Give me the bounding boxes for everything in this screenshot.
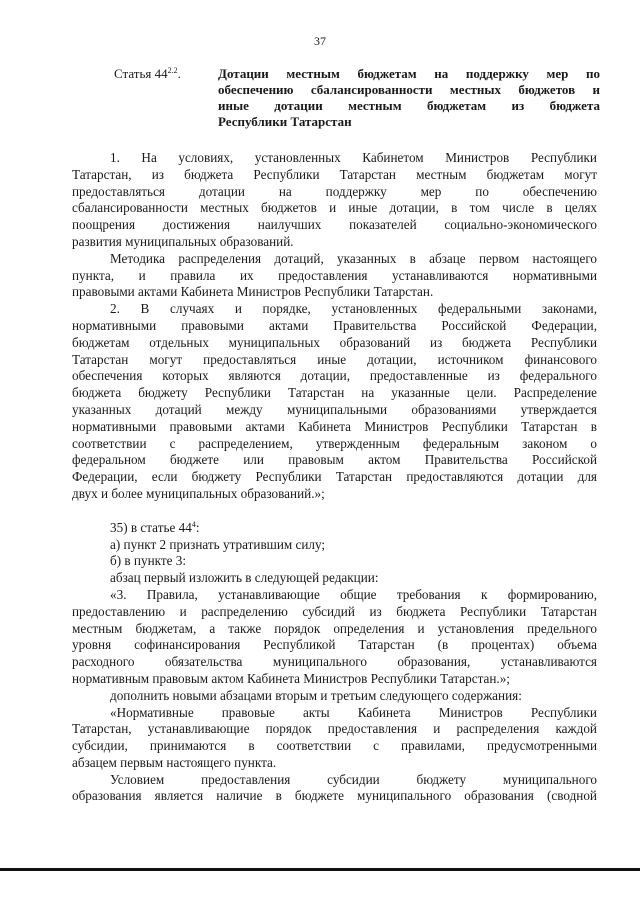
article-title [218, 66, 600, 130]
text-line: двух и более муниципальных образований.»; [72, 485, 325, 501]
text-line: Условием предоставления субсидии бюджету муниципального [110, 771, 597, 787]
text-line: образования является наличие в бюджете муниципального образования (сводной [72, 788, 597, 804]
article-label: Статья $44^{2.2}$. [114, 66, 181, 81]
text-line: «3. Правила, устанавливающие общие требования к формированию, [110, 586, 597, 602]
page-number: 37 [314, 34, 326, 48]
text-line: уровня софинансирования Республикой Татарстан (в процентах) объема [72, 637, 597, 653]
text-line: обеспечения которых являются дотации, предоставленные из федерального [72, 368, 597, 384]
text-line: субсидии, принимаются в соответствии с правилами, предусмотренными [72, 738, 597, 754]
text-line: правовыми актами Кабинета Министров Республики Татарстан. [72, 284, 434, 300]
text-line: Федерации, если бюджету Республики Татарстан предоставляются дотации для [72, 469, 597, 485]
text-line: Татарстан, из бюджета Республики Татарстан местным бюджетам могут [72, 166, 597, 182]
text-line: дополнить новыми абзацами вторым и третьим следующего содержания: [110, 687, 522, 703]
article-title-line: обеспечению сбалансированности местных бюджетов и [218, 82, 600, 97]
text-line: предоставлению и распределению субсидий из бюджета Республики Татарстан [72, 603, 597, 619]
text-line: сбалансированности местных бюджетов и иные дотации, в том числе в целях [72, 200, 597, 216]
paragraph-gap [72, 503, 597, 520]
article-title-line: иные дотации местным бюджетам из бюджета [218, 98, 600, 113]
text-line: Татарстан могут предоставляться иные дотации, источником финансового [72, 351, 597, 367]
body-text [72, 150, 597, 805]
text-line: расходного обязательства муниципального образования, устанавливаются [72, 654, 597, 670]
text-line: Методика распределения дотаций, указанных в абзаце первом настоящего [110, 250, 597, 266]
text-line: указанных дотаций между муниципальными образованиями утверждается [72, 401, 597, 417]
text-line: федеральном бюджете или правовым актом Правительства Российской [72, 452, 597, 468]
text-line: Татарстан, устанавливающие порядок предоставления и распределения каждой [72, 721, 597, 737]
text-line: пункта, и правила их предоставления устанавливаются нормативными [72, 267, 597, 283]
text-line: поощрения достижения наилучших показателей социально-экономического [72, 217, 597, 233]
bottom-rule [0, 868, 640, 871]
text-line: 1. На условиях, установленных Кабинетом Министров Республики [110, 150, 597, 165]
text-line: «Нормативные правовые акты Кабинета Министров Республики [110, 704, 597, 720]
text-line: нормативными правовыми актами Правительства Российской Федерации, [72, 317, 597, 333]
text-line: развития муниципальных образований. [72, 233, 294, 249]
text-line: нормативными правовыми актами Кабинета Министров Республики Татарстан в [72, 418, 597, 434]
text-line: абзацем первым настоящего пункта. [72, 754, 277, 770]
text-line: соответствии с распределением, утвержденным федеральным законом о [72, 435, 597, 451]
article-title-line: Республики Татарстан [218, 114, 352, 129]
text-line: бюджетам отдельных муниципальных образований из бюджета Республики [72, 334, 597, 350]
text-line: нормативным правовым актом Кабинета Министров Республики Татарстан.»; [72, 670, 510, 686]
text-line: 35) в статье $44^4$: [110, 519, 200, 535]
text-line: бюджета бюджету Республики Татарстан на указанные цели. Распределение [72, 385, 597, 401]
text-line: б) в пункте 3: [110, 553, 187, 569]
superscript: 4 [191, 519, 196, 529]
article-label-sup: 2.2 [167, 66, 178, 75]
text-line: предоставляться дотации на поддержку мер по обеспечению [72, 183, 597, 199]
article-title-line: Дотации местным бюджетам на поддержку мер по [218, 66, 600, 81]
text-line: абзац первый изложить в следующей редакции: [110, 570, 379, 586]
text-line: 2. В случаях и порядке, установленных федеральными законами, [110, 301, 597, 317]
article-heading [114, 66, 600, 130]
text-line: местным бюджетам, а также порядок определения и установления предельного [72, 620, 597, 636]
text-line: а) пункт 2 признать утратившим силу; [110, 536, 326, 552]
